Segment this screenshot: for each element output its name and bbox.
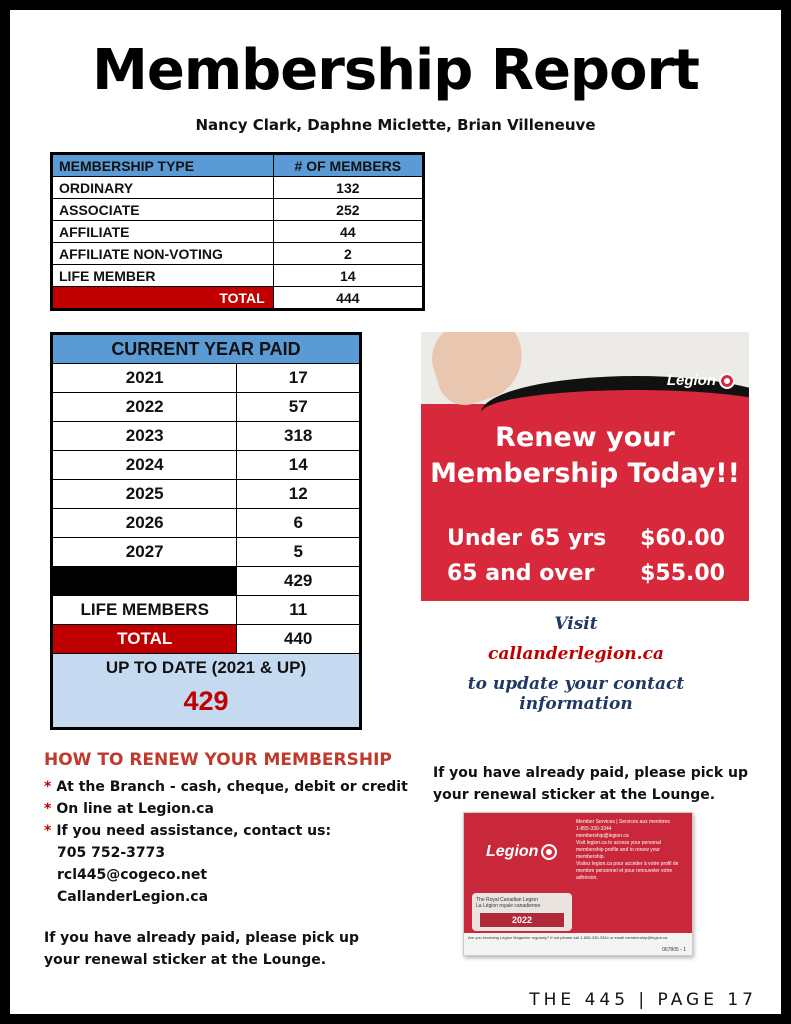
member-count: 252 (273, 199, 423, 221)
how-to-renew-section (44, 750, 414, 908)
total-label: TOTAL (52, 625, 237, 654)
total-value: 440 (237, 625, 361, 654)
list-item-text: If you need assistance, contact us: (56, 823, 332, 839)
poppy-icon (541, 844, 557, 860)
table-row (52, 422, 361, 451)
membership-type: AFFILIATE NON-VOTING (52, 243, 274, 265)
life-members-value: 11 (237, 596, 361, 625)
subtotal-row (52, 567, 361, 596)
promo-headline (421, 420, 749, 492)
list-item (44, 798, 414, 820)
membership-type: ORDINARY (52, 177, 274, 199)
membership-type: ASSOCIATE (52, 199, 274, 221)
update-contact-text: to update your contact information (467, 674, 685, 714)
legion-logo-text: Legion (666, 372, 716, 389)
asterisk-icon: * (44, 779, 52, 795)
price-label: 65 and over (447, 561, 595, 586)
table-row (52, 509, 361, 538)
up-to-date-row (52, 654, 361, 729)
contact-phone: 705 752-3773 (57, 845, 166, 861)
visit-text: Visit (554, 614, 598, 634)
membership-card-photo (463, 812, 693, 956)
sticker-line1: The Royal Canadian Legion (476, 897, 538, 903)
paid-year: 2025 (52, 480, 237, 509)
current-year-paid-table (50, 332, 362, 730)
website-link[interactable]: callanderlegion.ca (488, 644, 664, 664)
blank-cell (52, 567, 237, 596)
renew-methods-list (44, 776, 414, 842)
table-header-row (52, 154, 424, 177)
asterisk-icon: * (44, 823, 52, 839)
card-text-en: Visit legion.ca to access your personal membership profile and to renew your membership. (576, 840, 661, 860)
legion-logo (667, 372, 735, 389)
member-count: 44 (273, 221, 423, 243)
membership-type: LIFE MEMBER (52, 265, 274, 287)
member-count: 2 (273, 243, 423, 265)
paid-year: 2027 (52, 538, 237, 567)
table-header: CURRENT YEAR PAID (52, 334, 361, 364)
sticker-line2: La Légion royale canadienne (476, 903, 541, 909)
renewal-promo-image (421, 332, 749, 601)
up-to-date-label: UP TO DATE (2021 & UP) (105, 658, 307, 677)
card-legion-logo (486, 843, 557, 861)
total-label: TOTAL (52, 287, 274, 310)
contact-email[interactable]: rcl445@cogeco.net (57, 867, 208, 883)
table-total-row (52, 625, 361, 654)
card-email: membership@legion.ca (576, 833, 629, 839)
total-value: 444 (273, 287, 423, 310)
table-row (52, 538, 361, 567)
card-info-text (576, 819, 688, 882)
table-row (52, 177, 424, 199)
paid-count: 57 (237, 393, 361, 422)
paid-count: 5 (237, 538, 361, 567)
subtotal-value: 429 (237, 567, 361, 596)
membership-type: AFFILIATE (52, 221, 274, 243)
list-item-text: On line at Legion.ca (56, 801, 214, 817)
paid-year: 2024 (52, 451, 237, 480)
life-members-label: LIFE MEMBERS (52, 596, 237, 625)
price-value: $60.00 (640, 526, 725, 551)
price-row (447, 526, 725, 551)
up-to-date-value: 429 (183, 686, 229, 716)
table-total-row (52, 287, 424, 310)
list-item-text: At the Branch - cash, cheque, debit or credit (56, 779, 408, 795)
table-row (52, 243, 424, 265)
paid-count: 17 (237, 364, 361, 393)
member-count: 132 (273, 177, 423, 199)
card-sticker (472, 893, 572, 931)
list-item (44, 820, 414, 842)
membership-type-table (50, 152, 425, 311)
asterisk-icon: * (44, 801, 52, 817)
sticker-note-left: If you have already paid, please pick up your renewal sticker at the Lounge. (44, 930, 360, 968)
up-to-date-cell (52, 654, 361, 729)
paid-count: 318 (237, 422, 361, 451)
table-row (52, 265, 424, 287)
paid-year: 2023 (52, 422, 237, 451)
card-services: Member Services | Services aux membres (576, 819, 670, 825)
column-header: MEMBERSHIP TYPE (52, 154, 274, 177)
price-row (447, 561, 725, 586)
card-phone: 1-855-330-3344 (576, 826, 612, 832)
paid-year: 2021 (52, 364, 237, 393)
table-row (52, 221, 424, 243)
contact-website[interactable]: CallanderLegion.ca (57, 889, 209, 905)
table-row (52, 480, 361, 509)
paid-count: 14 (237, 451, 361, 480)
page-footer: THE 445 | PAGE 17 (529, 990, 757, 1010)
column-header: # OF MEMBERS (273, 154, 423, 177)
card-footer (464, 933, 692, 955)
price-label: Under 65 yrs (447, 526, 607, 551)
card-year: 2022 (480, 913, 564, 927)
sticker-note-right: If you have already paid, please pick up your renewal sticker at the Lounge. (433, 765, 749, 803)
page-title: Membership Report (92, 38, 699, 103)
table-row (52, 199, 424, 221)
paid-count: 12 (237, 480, 361, 509)
card-text-fr: Visitez legion.ca pour accéder à votre profil de membre personnel et pour renouveler votre adhésion. (576, 861, 679, 881)
member-count: 14 (273, 265, 423, 287)
how-to-renew-heading: HOW TO RENEW YOUR MEMBERSHIP (44, 750, 392, 770)
poppy-icon (719, 373, 735, 389)
paid-count: 6 (237, 509, 361, 538)
paid-year: 2026 (52, 509, 237, 538)
card-sticker-text (476, 897, 540, 909)
authors: Nancy Clark, Daphne Miclette, Brian Villeneuve (195, 116, 596, 134)
table-row (52, 364, 361, 393)
list-item (44, 776, 414, 798)
table-row (52, 393, 361, 422)
table-header-row (52, 334, 361, 364)
life-members-row (52, 596, 361, 625)
card-logo-text: Legion (486, 843, 539, 860)
paid-year: 2022 (52, 393, 237, 422)
card-footer-text: Are you receiving Legion Magazine regularly? If not please call 1-855-330-3344 or email membership@legion.ca (468, 935, 668, 940)
price-value: $55.00 (640, 561, 725, 586)
promo-headline-line2: Membership Today!! (430, 458, 740, 489)
table-row (52, 451, 361, 480)
promo-headline-line1: Renew your (495, 422, 675, 453)
card-serial: 067805 - 1 (662, 947, 686, 953)
